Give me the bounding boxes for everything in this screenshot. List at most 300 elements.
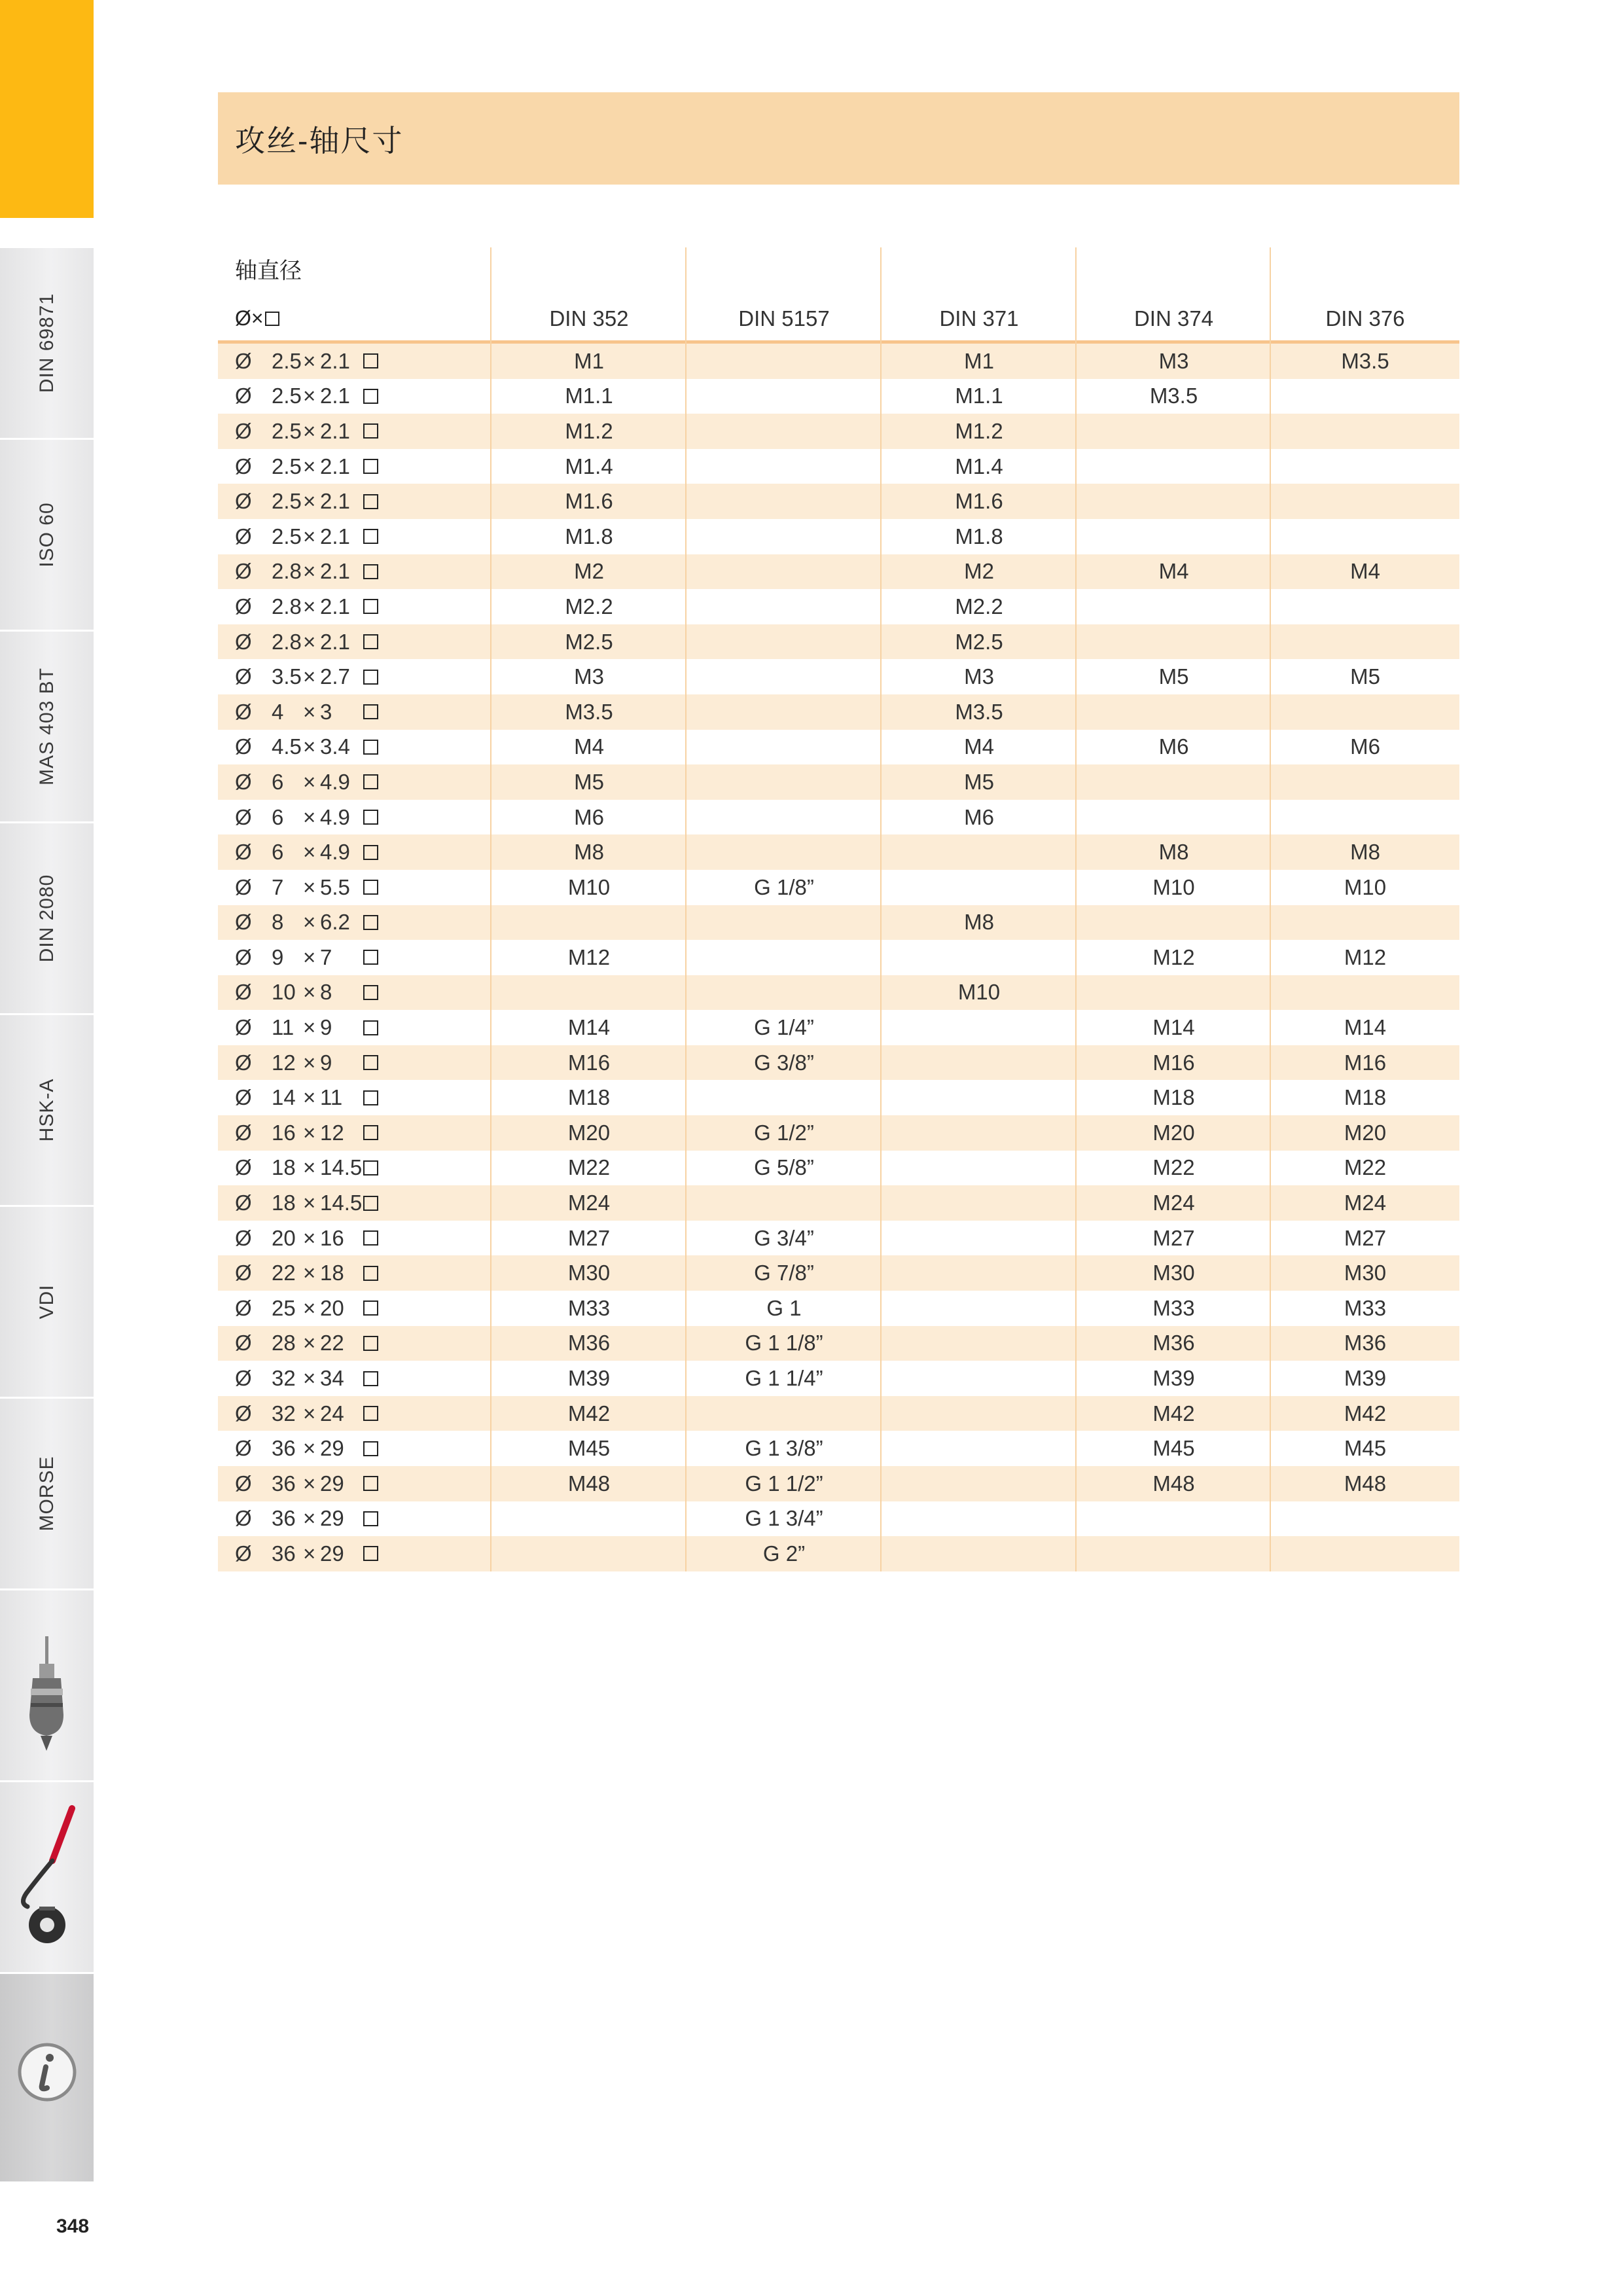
diameter-symbol: Ø	[235, 1191, 252, 1215]
table-row	[218, 800, 1459, 835]
table-row	[218, 1221, 1459, 1256]
thread-size-cell: M24	[1152, 1191, 1195, 1215]
shaft-diameter: 14	[272, 1085, 296, 1110]
thread-size-cell: G 1	[766, 1295, 802, 1320]
times-symbol: ×	[303, 1331, 316, 1355]
thread-size-cell	[491, 905, 687, 941]
thread-size-cell	[882, 1080, 1077, 1115]
thread-size-cell: M12	[1152, 944, 1195, 969]
shaft-size-cell	[235, 940, 378, 975]
square-width: 29	[320, 1506, 344, 1531]
thread-size-cell	[882, 1326, 1077, 1361]
thread-size-cell: M33	[567, 1295, 611, 1320]
thread-size-cell: M1.4	[565, 454, 613, 478]
thread-size-cell: G 1 1/4”	[745, 1366, 823, 1391]
square-width: 6.2	[320, 910, 350, 935]
diameter-symbol: Ø	[235, 348, 252, 373]
thread-size-cell: M2.2	[955, 594, 1003, 619]
square-icon	[363, 389, 378, 404]
thread-size-cell: M2.5	[955, 629, 1003, 654]
shaft-size-cell	[235, 1010, 378, 1045]
shaft-diameter: 7	[272, 874, 284, 899]
square-width: 2.1	[320, 629, 350, 654]
shaft-size-cell	[235, 1501, 378, 1537]
thread-size-cell	[1077, 694, 1271, 730]
shaft-size-cell	[235, 659, 378, 694]
thread-size-cell: M6	[1158, 734, 1189, 759]
times-symbol: ×	[303, 804, 316, 829]
sidebar-tab-morse[interactable]	[0, 1397, 94, 1588]
shaft-size-cell	[235, 834, 378, 870]
thread-size-cell: M1.4	[955, 454, 1003, 478]
column-divider	[490, 247, 491, 1571]
column-header-din-352: DIN 352	[549, 306, 629, 331]
thread-size-cell	[1077, 975, 1271, 1011]
table-row	[218, 940, 1459, 975]
thread-size-cell: M1.2	[955, 418, 1003, 443]
square-icon	[363, 740, 378, 755]
thread-size-cell: M1.6	[565, 489, 613, 514]
table-row	[218, 905, 1459, 941]
sidebar-tab-label: MORSE	[35, 1456, 58, 1532]
thread-size-cell	[1271, 1536, 1459, 1571]
shaft-diameter: 36	[272, 1436, 296, 1461]
thread-size-cell	[882, 1010, 1077, 1045]
thread-size-cell: M39	[1344, 1366, 1387, 1391]
diameter-symbol: Ø	[235, 1541, 252, 1566]
shaft-diameter: 36	[272, 1471, 296, 1496]
section-header	[218, 92, 1459, 185]
sidebar-tab-drill-chuck[interactable]	[0, 1588, 94, 1780]
square-icon	[363, 564, 378, 579]
table-row	[218, 1536, 1459, 1571]
thread-size-cell: M6	[574, 804, 604, 829]
thread-size-cell: M1.8	[955, 524, 1003, 548]
thread-size-cell: M14	[567, 1015, 611, 1040]
thread-size-cell: M18	[1344, 1085, 1387, 1110]
shaft-diameter: 2.5	[272, 418, 302, 443]
thread-size-cell	[687, 940, 882, 975]
square-icon	[363, 1371, 378, 1386]
square-width: 9	[320, 1015, 332, 1040]
thread-size-cell: M48	[1152, 1471, 1195, 1496]
sidebar-tab-vdi[interactable]	[0, 1205, 94, 1397]
thread-size-cell: M30	[1152, 1261, 1195, 1285]
sidebar-tab-hsk-a[interactable]	[0, 1013, 94, 1205]
diameter-symbol: Ø	[235, 944, 252, 969]
shaft-size-cell	[235, 379, 378, 414]
times-symbol: ×	[303, 348, 316, 373]
shaft-size-cell	[235, 905, 378, 941]
column-header-din-376: DIN 376	[1325, 306, 1405, 331]
thread-size-cell: M20	[1152, 1120, 1195, 1145]
sidebar-tab-info[interactable]	[0, 1972, 94, 2181]
thread-size-cell	[1077, 905, 1271, 941]
thread-size-cell: G 1/8”	[754, 874, 814, 899]
square-width: 18	[320, 1261, 344, 1285]
diameter-symbol: Ø	[235, 418, 252, 443]
diameter-symbol: Ø	[235, 699, 252, 724]
thread-size-cell	[687, 554, 882, 590]
thread-size-cell: M3.5	[565, 699, 613, 724]
table-row	[218, 1151, 1459, 1186]
times-symbol: ×	[303, 664, 316, 689]
shaft-diameter: 6	[272, 804, 284, 829]
square-width: 34	[320, 1366, 344, 1391]
square-width: 22	[320, 1331, 344, 1355]
thread-size-cell: M30	[567, 1261, 611, 1285]
diameter-symbol: Ø	[235, 874, 252, 899]
diameter-symbol: Ø	[235, 734, 252, 759]
thread-size-cell: M36	[567, 1331, 611, 1355]
table-row	[218, 589, 1459, 624]
times-symbol: ×	[303, 980, 316, 1005]
shaft-diameter: 20	[272, 1225, 296, 1250]
table-row	[218, 1431, 1459, 1466]
square-icon	[363, 950, 378, 965]
thread-size-cell	[882, 1151, 1077, 1186]
thread-size-cell: M2.5	[565, 629, 613, 654]
sidebar-tab-din-2080[interactable]	[0, 821, 94, 1013]
thread-size-cell	[687, 484, 882, 519]
shaft-size-cell	[235, 764, 378, 800]
square-width: 11	[320, 1085, 343, 1110]
diameter-symbol: Ø	[235, 1295, 252, 1320]
square-width: 12	[320, 1120, 344, 1145]
table-row	[218, 694, 1459, 730]
sidebar-tab-din-69871[interactable]	[0, 246, 94, 438]
diameter-symbol: Ø	[235, 1050, 252, 1075]
column-header-din-374: DIN 374	[1133, 306, 1214, 331]
sidebar-tab-wrench[interactable]	[0, 1780, 94, 1972]
shaft-diameter: 36	[272, 1541, 296, 1566]
thread-size-cell	[882, 1185, 1077, 1221]
thread-size-cell: M36	[1152, 1331, 1195, 1355]
thread-size-cell: M22	[1344, 1155, 1387, 1180]
thread-size-cell: M18	[567, 1085, 611, 1110]
shaft-size-cell	[235, 1396, 378, 1431]
square-icon	[363, 529, 378, 544]
thread-size-cell: M1	[574, 348, 604, 373]
page-title: 攻丝-轴尺寸	[235, 123, 404, 158]
square-icon	[363, 423, 378, 439]
thread-size-cell: G 1 3/4”	[745, 1506, 823, 1531]
thread-size-cell	[882, 1501, 1077, 1537]
thread-size-cell: M39	[567, 1366, 611, 1391]
info-icon	[0, 1974, 94, 2181]
square-icon	[363, 353, 378, 368]
times-symbol: ×	[303, 559, 316, 584]
thread-size-cell	[882, 1361, 1077, 1396]
table-row	[218, 1045, 1459, 1081]
table-row	[218, 519, 1459, 554]
thread-size-cell: M10	[1344, 874, 1387, 899]
thread-size-cell: M1.2	[565, 418, 613, 443]
thread-size-cell	[1077, 764, 1271, 800]
shaft-size-cell	[235, 730, 378, 765]
shaft-size-cell	[235, 1466, 378, 1501]
shaft-size-cell	[235, 1045, 378, 1081]
drill-chuck-icon	[0, 1590, 94, 1780]
thread-size-cell	[1271, 764, 1459, 800]
thread-size-cell: M5	[964, 769, 994, 794]
thread-size-cell	[687, 519, 882, 554]
diameter-symbol: Ø	[235, 594, 252, 619]
thread-size-cell: M6	[964, 804, 994, 829]
column-divider	[685, 247, 687, 1571]
shaft-size-cell	[235, 1221, 378, 1256]
square-width: 2.1	[320, 384, 350, 408]
square-width: 2.1	[320, 489, 350, 514]
diameter-symbol: Ø	[235, 1401, 252, 1426]
thread-size-cell: M48	[1344, 1471, 1387, 1496]
shaft-diameter: 10	[272, 980, 296, 1005]
thread-size-cell	[687, 659, 882, 694]
times-symbol: ×	[303, 1155, 316, 1180]
thread-size-cell	[1077, 519, 1271, 554]
thread-size-cell	[1271, 519, 1459, 554]
times-symbol: ×	[303, 594, 316, 619]
times-symbol: ×	[303, 454, 316, 478]
table-header	[218, 247, 1459, 344]
table-row	[218, 659, 1459, 694]
sidebar-tab-mas-403-bt[interactable]	[0, 630, 94, 821]
times-symbol: ×	[303, 1366, 316, 1391]
shaft-diameter: 12	[272, 1050, 296, 1075]
thread-size-cell: M24	[1344, 1191, 1387, 1215]
thread-size-cell: M8	[1350, 840, 1380, 865]
thread-size-cell	[491, 975, 687, 1011]
table-row	[218, 764, 1459, 800]
times-symbol: ×	[303, 1015, 316, 1040]
thread-size-cell: G 3/8”	[754, 1050, 814, 1075]
square-icon	[363, 1230, 378, 1246]
times-symbol: ×	[303, 944, 316, 969]
thread-size-cell: M3.5	[955, 699, 1003, 724]
thread-size-cell	[687, 344, 882, 379]
thread-size-cell	[882, 1221, 1077, 1256]
thread-size-cell	[687, 379, 882, 414]
shaft-size-cell	[235, 1080, 378, 1115]
thread-size-cell	[491, 1536, 687, 1571]
thread-size-cell: G 1/2”	[754, 1120, 814, 1145]
square-icon	[363, 1441, 378, 1456]
square-width: 2.1	[320, 348, 350, 373]
thread-size-cell: M8	[964, 910, 994, 935]
square-width: 29	[320, 1436, 344, 1461]
thread-size-cell: M45	[1344, 1436, 1387, 1461]
thread-size-cell	[882, 1291, 1077, 1326]
square-icon	[363, 670, 378, 685]
thread-size-cell	[1077, 484, 1271, 519]
sidebar-tab-label: HSK-A	[35, 1078, 58, 1142]
table-row	[218, 1466, 1459, 1501]
shaft-size-cell	[235, 554, 378, 590]
shaft-size-cell	[235, 1326, 378, 1361]
shaft-size-cell	[235, 800, 378, 835]
thread-size-cell	[882, 1115, 1077, 1151]
thread-size-cell: M4	[574, 734, 604, 759]
thread-size-cell	[687, 1396, 882, 1431]
shaft-diameter: 16	[272, 1120, 296, 1145]
square-width: 2.7	[320, 664, 350, 689]
thread-size-cell	[1271, 800, 1459, 835]
shaft-symbol-text: Ø×	[235, 306, 264, 330]
thread-size-cell: M22	[1152, 1155, 1195, 1180]
times-symbol: ×	[303, 910, 316, 935]
thread-size-cell: M16	[1344, 1050, 1387, 1075]
thread-size-cell	[1271, 694, 1459, 730]
thread-size-cell: M2	[574, 559, 604, 584]
shaft-size-cell	[235, 414, 378, 449]
shaft-diameter: 9	[272, 944, 284, 969]
times-symbol: ×	[303, 1471, 316, 1496]
shaft-diameter: 2.5	[272, 348, 302, 373]
table-row	[218, 624, 1459, 660]
square-icon	[363, 810, 378, 825]
thread-size-cell: M5	[574, 769, 604, 794]
thread-size-cell: G 1/4”	[754, 1015, 814, 1040]
square-width: 4.9	[320, 840, 350, 865]
thread-size-cell: M10	[567, 874, 611, 899]
sidebar-accent	[0, 0, 94, 218]
thread-size-cell	[687, 624, 882, 660]
column-header-din-5157: DIN 5157	[738, 306, 830, 331]
thread-size-cell: M16	[567, 1050, 611, 1075]
table-row	[218, 975, 1459, 1011]
thread-size-cell	[491, 1501, 687, 1537]
times-symbol: ×	[303, 629, 316, 654]
shaft-size-table	[218, 247, 1459, 1571]
table-row	[218, 870, 1459, 905]
square-icon	[363, 1055, 378, 1070]
shaft-diameter: 11	[272, 1015, 294, 1040]
thread-size-cell	[1271, 449, 1459, 484]
table-row	[218, 730, 1459, 765]
times-symbol: ×	[303, 1191, 316, 1215]
shaft-diameter: 4	[272, 699, 284, 724]
thread-size-cell: M1	[964, 348, 994, 373]
thread-size-cell: M1.1	[565, 384, 613, 408]
column-divider	[1270, 247, 1271, 1571]
table-row	[218, 1361, 1459, 1396]
diameter-symbol: Ø	[235, 1506, 252, 1531]
sidebar-tab-iso-60[interactable]	[0, 438, 94, 630]
diameter-symbol: Ø	[235, 664, 252, 689]
times-symbol: ×	[303, 1085, 316, 1110]
thread-size-cell	[1077, 589, 1271, 624]
thread-size-cell	[1271, 379, 1459, 414]
square-icon	[363, 634, 378, 649]
table-row	[218, 449, 1459, 484]
square-icon	[363, 1336, 378, 1351]
thread-size-cell: M22	[567, 1155, 611, 1180]
thread-size-cell: M42	[1152, 1401, 1195, 1426]
thread-size-cell: M3	[964, 664, 994, 689]
page-number: 348	[56, 2215, 90, 2237]
diameter-symbol: Ø	[235, 559, 252, 584]
diameter-symbol: Ø	[235, 1120, 252, 1145]
times-symbol: ×	[303, 418, 316, 443]
table-row	[218, 1010, 1459, 1045]
sidebar-tab-label: DIN 2080	[35, 874, 58, 963]
diameter-symbol: Ø	[235, 1366, 252, 1391]
thread-size-cell	[1077, 1501, 1271, 1537]
sidebar-tab-label: MAS 403 BT	[35, 667, 58, 786]
square-icon	[363, 704, 378, 719]
table-row	[218, 484, 1459, 519]
thread-size-cell: M4	[964, 734, 994, 759]
times-symbol: ×	[303, 384, 316, 408]
times-symbol: ×	[303, 1225, 316, 1250]
diameter-symbol: Ø	[235, 980, 252, 1005]
square-width: 16	[320, 1225, 344, 1250]
shaft-size-cell	[235, 1255, 378, 1291]
sidebar-tab-label: ISO 60	[35, 502, 58, 567]
shaft-size-cell	[235, 870, 378, 905]
diameter-symbol: Ø	[235, 1261, 252, 1285]
table-row	[218, 1115, 1459, 1151]
thread-size-cell: M48	[567, 1471, 611, 1496]
square-icon	[363, 599, 378, 614]
times-symbol: ×	[303, 699, 316, 724]
table-row	[218, 414, 1459, 449]
shaft-size-cell	[235, 1291, 378, 1326]
table-row	[218, 1255, 1459, 1291]
shaft-diameter: 25	[272, 1295, 296, 1320]
thread-size-cell	[882, 1536, 1077, 1571]
times-symbol: ×	[303, 524, 316, 548]
thread-size-cell	[882, 870, 1077, 905]
square-icon	[363, 774, 378, 789]
thread-size-cell: M27	[1344, 1225, 1387, 1250]
shaft-size-cell	[235, 449, 378, 484]
thread-size-cell: M20	[567, 1120, 611, 1145]
table-row	[218, 1326, 1459, 1361]
square-icon	[363, 915, 378, 930]
diameter-symbol: Ø	[235, 910, 252, 935]
column-header-din-371: DIN 371	[939, 306, 1019, 331]
shaft-diameter: 28	[272, 1331, 296, 1355]
thread-size-cell	[882, 1396, 1077, 1431]
shaft-size-cell	[235, 484, 378, 519]
hook-wrench-icon	[0, 1782, 94, 1972]
times-symbol: ×	[303, 1436, 316, 1461]
shaft-diameter: 2.5	[272, 454, 302, 478]
thread-size-cell	[1271, 484, 1459, 519]
diameter-symbol: Ø	[235, 1085, 252, 1110]
thread-size-cell	[1271, 975, 1459, 1011]
thread-size-cell: M8	[574, 840, 604, 865]
thread-size-cell: M2.2	[565, 594, 613, 619]
diameter-symbol: Ø	[235, 1471, 252, 1496]
shaft-size-cell	[235, 519, 378, 554]
thread-size-cell: M30	[1344, 1261, 1387, 1285]
table-row	[218, 1291, 1459, 1326]
thread-size-cell: M3.5	[1149, 384, 1198, 408]
thread-size-cell: M4	[1158, 559, 1189, 584]
shaft-diameter: 36	[272, 1506, 296, 1531]
diameter-symbol: Ø	[235, 489, 252, 514]
thread-size-cell	[1077, 1536, 1271, 1571]
thread-size-cell: M24	[567, 1191, 611, 1215]
square-width: 5.5	[320, 874, 350, 899]
table-row	[218, 554, 1459, 590]
thread-size-cell	[687, 730, 882, 765]
times-symbol: ×	[303, 734, 316, 759]
table-row	[218, 1501, 1459, 1537]
diameter-symbol: Ø	[235, 629, 252, 654]
